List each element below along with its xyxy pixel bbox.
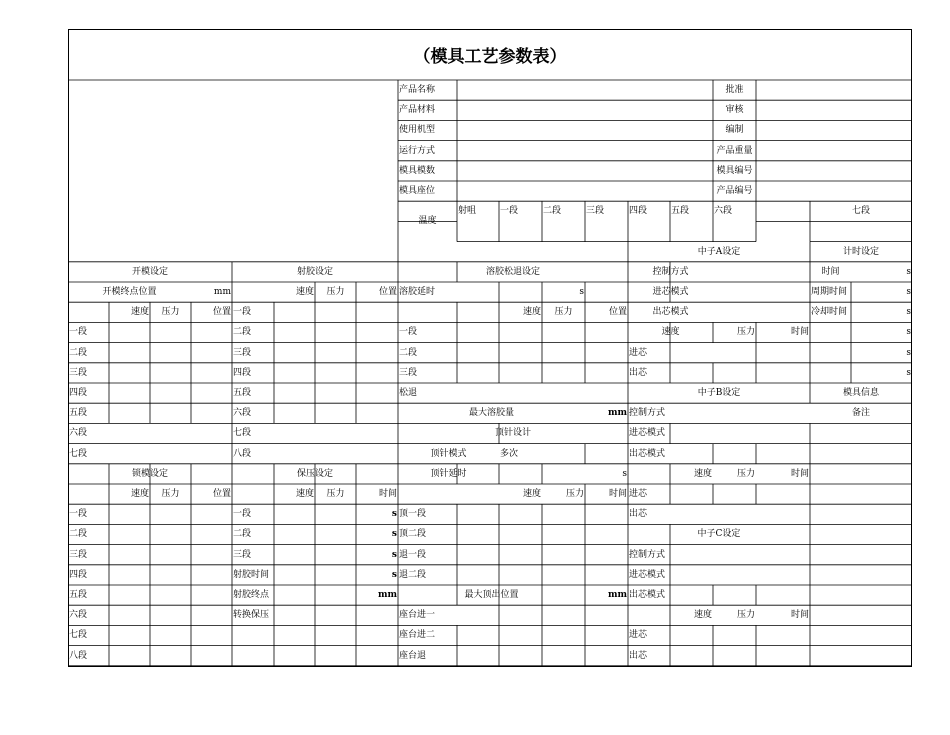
page-title: （模具工艺参数表）	[413, 47, 567, 67]
column-header-time: 时间	[378, 489, 397, 499]
stage-label: 七段	[233, 428, 252, 439]
unit-label: s	[579, 287, 584, 297]
open-end-position-label: 开模终点位置	[102, 287, 157, 297]
column-header-speed: 速度	[130, 307, 149, 318]
stage-label: 一段	[233, 509, 252, 520]
unit-label: s	[906, 307, 911, 318]
ejector-design-heading: 顶针设计	[494, 428, 531, 439]
unit-label: s	[391, 509, 397, 520]
unit-label: s	[906, 367, 911, 378]
column-header-pressure: 压力	[161, 489, 180, 499]
column-header-speed: 速度	[522, 307, 541, 318]
core-out-label: 出芯	[629, 509, 648, 520]
approval-field-label: 模具编号	[716, 165, 753, 176]
temperature-column-label: 六段	[714, 206, 733, 217]
column-header-speed: 速度	[661, 327, 680, 338]
product-field-label: 产品材料	[399, 105, 436, 116]
column-header-pressure: 压力	[554, 307, 573, 318]
stage-label: 四段	[69, 569, 88, 580]
unit-label: mm	[607, 590, 627, 600]
ejector-stage-label: 退二段	[399, 569, 427, 580]
temperature-column-label: 射咀	[458, 206, 477, 217]
timer-time-label: 时间	[821, 266, 840, 277]
column-header-time: 时间	[608, 489, 627, 499]
core-c-out-mode: 出芯模式	[629, 590, 666, 600]
approval-field-label: 编制	[725, 125, 744, 136]
stage-label: 一段	[233, 307, 252, 318]
stage-label: 八段	[69, 650, 88, 661]
core-c-control-mode: 控制方式	[629, 549, 666, 560]
ejector-stage-label: 退一段	[399, 549, 427, 560]
unit-label: s	[906, 287, 911, 297]
approval-field-label: 审核	[725, 105, 744, 116]
unit-label: s	[906, 347, 911, 358]
temperature-column-label: 二段	[543, 206, 562, 217]
column-header-time: 时间	[790, 468, 809, 479]
ejector-stage-label: 顶二段	[399, 529, 427, 540]
seat-label: 座台退	[399, 650, 427, 661]
column-header-speed: 速度	[295, 287, 314, 297]
core-a-control-mode: 控制方式	[652, 266, 689, 277]
unit-label: s	[391, 569, 397, 580]
max-melt-label: 最大溶胶量	[468, 408, 514, 419]
seat-label: 座台进二	[399, 630, 436, 641]
stage-label: 七段	[69, 630, 88, 641]
product-field-label: 使用机型	[399, 125, 436, 136]
inject-time-label: 射胶时间	[233, 569, 270, 580]
timer-settings-heading: 计时设定	[842, 246, 879, 257]
max-eject-label: 最大顶出位置	[464, 590, 519, 600]
stage-label: 三段	[69, 367, 88, 378]
stage-label: 三段	[233, 347, 252, 358]
core-out-label: 出芯	[629, 367, 648, 378]
product-field-label: 模具座位	[399, 186, 436, 196]
column-header-pressure: 压力	[326, 287, 345, 297]
seat-label: 座台进一	[399, 610, 436, 621]
core-b-in-mode: 进芯模式	[629, 428, 666, 439]
core-c-in-mode: 进芯模式	[629, 569, 666, 580]
stage-label: 六段	[233, 408, 252, 419]
column-header-pressure: 压力	[736, 327, 755, 338]
stage-label: 五段	[233, 388, 252, 398]
stage-label: 五段	[69, 408, 88, 419]
stage-label: 三段	[399, 367, 418, 378]
column-header-speed: 速度	[693, 468, 712, 479]
unit-label: mm	[607, 408, 627, 419]
unit-label: s	[906, 266, 911, 277]
core-b-out-mode: 出芯模式	[629, 448, 666, 459]
core-b-heading: 中子B设定	[697, 388, 741, 398]
unit-label: s	[391, 529, 397, 540]
approval-field-label: 产品重量	[716, 145, 753, 156]
column-header-speed: 速度	[693, 610, 712, 621]
inject-end-label: 射胶终点	[233, 590, 270, 600]
open-mold-heading: 开模设定	[131, 266, 168, 277]
injection-heading: 射胶设定	[296, 266, 333, 277]
ejector-mode-label: 顶针模式	[430, 448, 467, 459]
stage-label: 松退	[399, 388, 418, 398]
product-field-label: 运行方式	[399, 145, 436, 156]
stage-label: 二段	[69, 529, 88, 540]
product-field-label: 产品名称	[399, 85, 436, 95]
column-header-position: 位置	[212, 307, 231, 318]
unit-label: mm	[213, 287, 231, 297]
stage-label: 二段	[399, 347, 418, 358]
temperature-column-label: 三段	[586, 206, 605, 217]
approval-field-label: 产品编号	[716, 186, 753, 196]
core-a-out-mode: 出芯模式	[652, 307, 689, 318]
column-header-position: 位置	[378, 287, 397, 297]
stage-label: 六段	[69, 428, 88, 439]
clamp-heading: 锁模设定	[131, 468, 168, 479]
column-header-pressure: 压力	[161, 307, 180, 318]
column-header-pressure: 压力	[736, 610, 755, 621]
cycle-time-label: 周期时间	[811, 287, 848, 297]
stage-label: 八段	[233, 448, 252, 459]
ejector-mode-value: 多次	[500, 448, 519, 459]
unit-label: s	[391, 549, 397, 560]
core-c-heading: 中子C设定	[697, 529, 741, 540]
stage-label: 二段	[233, 327, 252, 338]
temperature-column-label: 一段	[500, 206, 519, 217]
stage-label: 一段	[399, 327, 418, 338]
stage-label: 四段	[233, 367, 252, 378]
product-field-label: 模具模数	[399, 165, 436, 176]
cooling-time-label: 冷却时间	[811, 307, 848, 318]
mold-info-heading: 模具信息	[842, 388, 879, 398]
stage-label: 一段	[69, 509, 88, 520]
stage-label: 七段	[69, 448, 88, 459]
column-header-time: 时间	[790, 327, 809, 338]
core-a-in-mode: 进芯模式	[652, 287, 689, 297]
temperature-column-label: 七段	[851, 206, 870, 217]
core-in-label: 进芯	[629, 489, 648, 499]
column-header-pressure: 压力	[565, 489, 584, 499]
table-grid	[68, 29, 912, 667]
core-b-control-mode: 控制方式	[629, 408, 666, 419]
stage-label: 三段	[233, 549, 252, 560]
unit-label: s	[622, 468, 627, 479]
remark-label: 备注	[851, 408, 870, 419]
stage-label: 一段	[69, 327, 88, 338]
stage-label: 六段	[69, 610, 88, 621]
ejector-delay-label: 顶针延时	[430, 468, 467, 479]
column-header-speed: 速度	[130, 489, 149, 499]
stage-label: 五段	[69, 590, 88, 600]
temperature-label: 温度	[418, 216, 437, 227]
column-header-pressure: 压力	[736, 468, 755, 479]
column-header-speed: 速度	[522, 489, 541, 499]
melt-delay-label: 溶胶延时	[399, 287, 436, 297]
core-in-label: 进芯	[629, 347, 648, 358]
stage-label: 四段	[69, 388, 88, 398]
temperature-column-label: 四段	[629, 206, 648, 217]
core-a-heading: 中子A设定	[697, 246, 741, 257]
switch-hold-label: 转换保压	[233, 610, 270, 621]
core-in-label: 进芯	[629, 630, 648, 641]
stage-label: 二段	[69, 347, 88, 358]
temperature-column-label: 五段	[671, 206, 690, 217]
column-header-speed: 速度	[295, 489, 314, 499]
hold-pressure-heading: 保压设定	[296, 468, 333, 479]
approval-field-label: 批准	[725, 85, 744, 95]
unit-label: s	[906, 327, 911, 338]
core-out-label: 出芯	[629, 650, 648, 661]
stage-label: 三段	[69, 549, 88, 560]
column-header-position: 位置	[608, 307, 627, 318]
column-header-time: 时间	[790, 610, 809, 621]
column-header-pressure: 压力	[326, 489, 345, 499]
melt-retract-heading: 溶胶松退设定	[485, 266, 540, 277]
unit-label: mm	[377, 590, 397, 600]
stage-label: 二段	[233, 529, 252, 540]
ejector-stage-label: 顶一段	[399, 509, 427, 520]
column-header-position: 位置	[212, 489, 231, 499]
